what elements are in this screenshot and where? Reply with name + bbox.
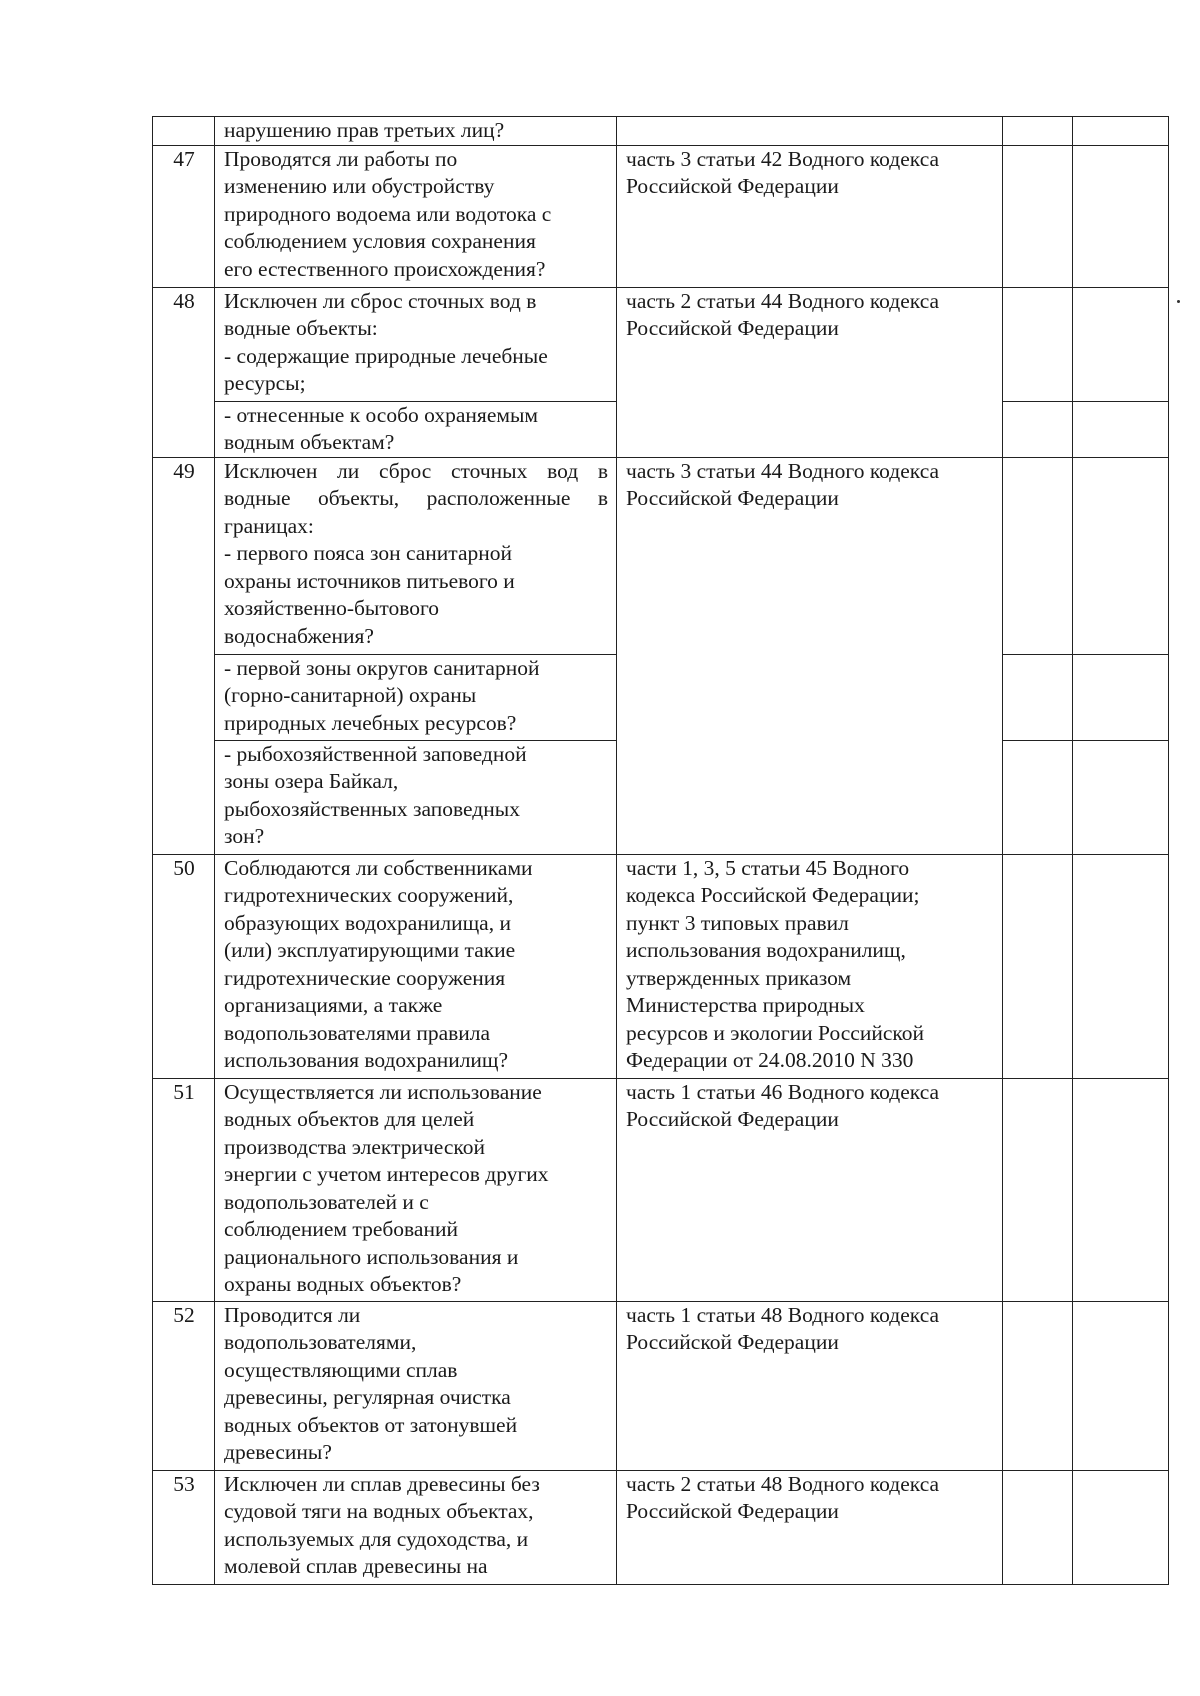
table-row bbox=[153, 1470, 1169, 1584]
question-cell: - первой зоны округов санитарной (горно-санитарной) охраны природных лечебных ресурсов? bbox=[215, 654, 617, 740]
question-cell: - рыбохозяйственной заповедной зоны озера Байкал, рыбохозяйственных заповедных зон? bbox=[215, 740, 617, 854]
answer-cell-yes[interactable] bbox=[1003, 1078, 1073, 1301]
row-number: 47 bbox=[153, 145, 215, 287]
row-number bbox=[153, 117, 215, 146]
question-cell: Исключен ли сплав древесины без судовой тяги на водных объектах, используемых для судоходства, и молевой сплав древесины на bbox=[215, 1470, 617, 1584]
answer-cell-no[interactable] bbox=[1073, 740, 1169, 854]
answer-cell-yes[interactable] bbox=[1003, 145, 1073, 287]
reference-cell: часть 1 статьи 46 Водного кодекса Российской Федерации bbox=[617, 1078, 1003, 1301]
table-row bbox=[153, 1078, 1169, 1301]
table-row bbox=[153, 1301, 1169, 1470]
answer-cell-no[interactable] bbox=[1073, 117, 1169, 146]
reference-cell: часть 3 статьи 44 Водного кодекса Российской Федерации bbox=[617, 457, 1003, 854]
answer-cell-no[interactable] bbox=[1073, 1301, 1169, 1470]
question-cell: Исключен ли сброс сточных вод в водные объекты: - содержащие природные лечебные ресурсы; bbox=[215, 287, 617, 401]
answer-cell-yes[interactable] bbox=[1003, 1470, 1073, 1584]
table-row bbox=[153, 287, 1169, 401]
answer-cell-no[interactable] bbox=[1073, 854, 1169, 1078]
question-cell: Исключен ли сброс сточных вод в водные объекты, расположенные в границах: - первого пояса зон санитарной охраны источников питьевого и хозяйственно-бытового водоснабжения? bbox=[215, 457, 617, 654]
row-number: 48 bbox=[153, 287, 215, 457]
requirements-table bbox=[152, 116, 1169, 1585]
reference-cell: части 1, 3, 5 статьи 45 Водного кодекса Российской Федерации; пункт 3 типовых правил использования водохранилищ, утвержденных приказом Министерства природных ресурсов и экологии Российской Федерации от 24.08.2010 N 330 bbox=[617, 854, 1003, 1078]
answer-cell-no[interactable] bbox=[1073, 401, 1169, 457]
table-row bbox=[153, 117, 1169, 146]
question-cell: Соблюдаются ли собственниками гидротехнических сооружений, образующих водохранилища, и (или) эксплуатирующими такие гидротехнические сооружения организациями, а также водопользователями правила использования водохранилищ? bbox=[215, 854, 617, 1078]
row-number: 49 bbox=[153, 457, 215, 854]
answer-cell-no[interactable] bbox=[1073, 457, 1169, 654]
table-row bbox=[153, 854, 1169, 1078]
question-cell: Проводятся ли работы по изменению или обустройству природного водоема или водотока с соблюдением условия сохранения его естественного происхождения? bbox=[215, 145, 617, 287]
row-number: 53 bbox=[153, 1470, 215, 1584]
question-cell: Осуществляется ли использование водных объектов для целей производства электрической энергии с учетом интересов других водопользователей и с соблюдением требований рационального использования и охраны водных объектов? bbox=[215, 1078, 617, 1301]
reference-cell: часть 2 статьи 48 Водного кодекса Российской Федерации bbox=[617, 1470, 1003, 1584]
answer-cell-no[interactable] bbox=[1073, 1470, 1169, 1584]
table-row bbox=[153, 145, 1169, 287]
reference-cell: часть 1 статьи 48 Водного кодекса Российской Федерации bbox=[617, 1301, 1003, 1470]
row-number: 50 bbox=[153, 854, 215, 1078]
answer-cell-no[interactable] bbox=[1073, 1078, 1169, 1301]
answer-cell-yes[interactable] bbox=[1003, 401, 1073, 457]
row-number: 52 bbox=[153, 1301, 215, 1470]
answer-cell-yes[interactable] bbox=[1003, 117, 1073, 146]
answer-cell-no[interactable] bbox=[1073, 287, 1169, 401]
table-row bbox=[153, 457, 1169, 654]
answer-cell-yes[interactable] bbox=[1003, 854, 1073, 1078]
answer-cell-yes[interactable] bbox=[1003, 287, 1073, 401]
question-cell: нарушению прав третьих лиц? bbox=[215, 117, 617, 146]
question-cell: Проводится ли водопользователями, осуществляющими сплав древесины, регулярная очистка водных объектов от затонувшей древесины? bbox=[215, 1301, 617, 1470]
answer-cell-yes[interactable] bbox=[1003, 1301, 1073, 1470]
answer-cell-no[interactable] bbox=[1073, 654, 1169, 740]
scan-speck bbox=[1177, 300, 1180, 303]
answer-cell-yes[interactable] bbox=[1003, 457, 1073, 654]
row-number: 51 bbox=[153, 1078, 215, 1301]
answer-cell-no[interactable] bbox=[1073, 145, 1169, 287]
reference-cell: часть 2 статьи 44 Водного кодекса Российской Федерации bbox=[617, 287, 1003, 457]
question-cell: - отнесенные к особо охраняемым водным объектам? bbox=[215, 401, 617, 457]
reference-cell bbox=[617, 117, 1003, 146]
answer-cell-yes[interactable] bbox=[1003, 740, 1073, 854]
answer-cell-yes[interactable] bbox=[1003, 654, 1073, 740]
reference-cell: часть 3 статьи 42 Водного кодекса Российской Федерации bbox=[617, 145, 1003, 287]
